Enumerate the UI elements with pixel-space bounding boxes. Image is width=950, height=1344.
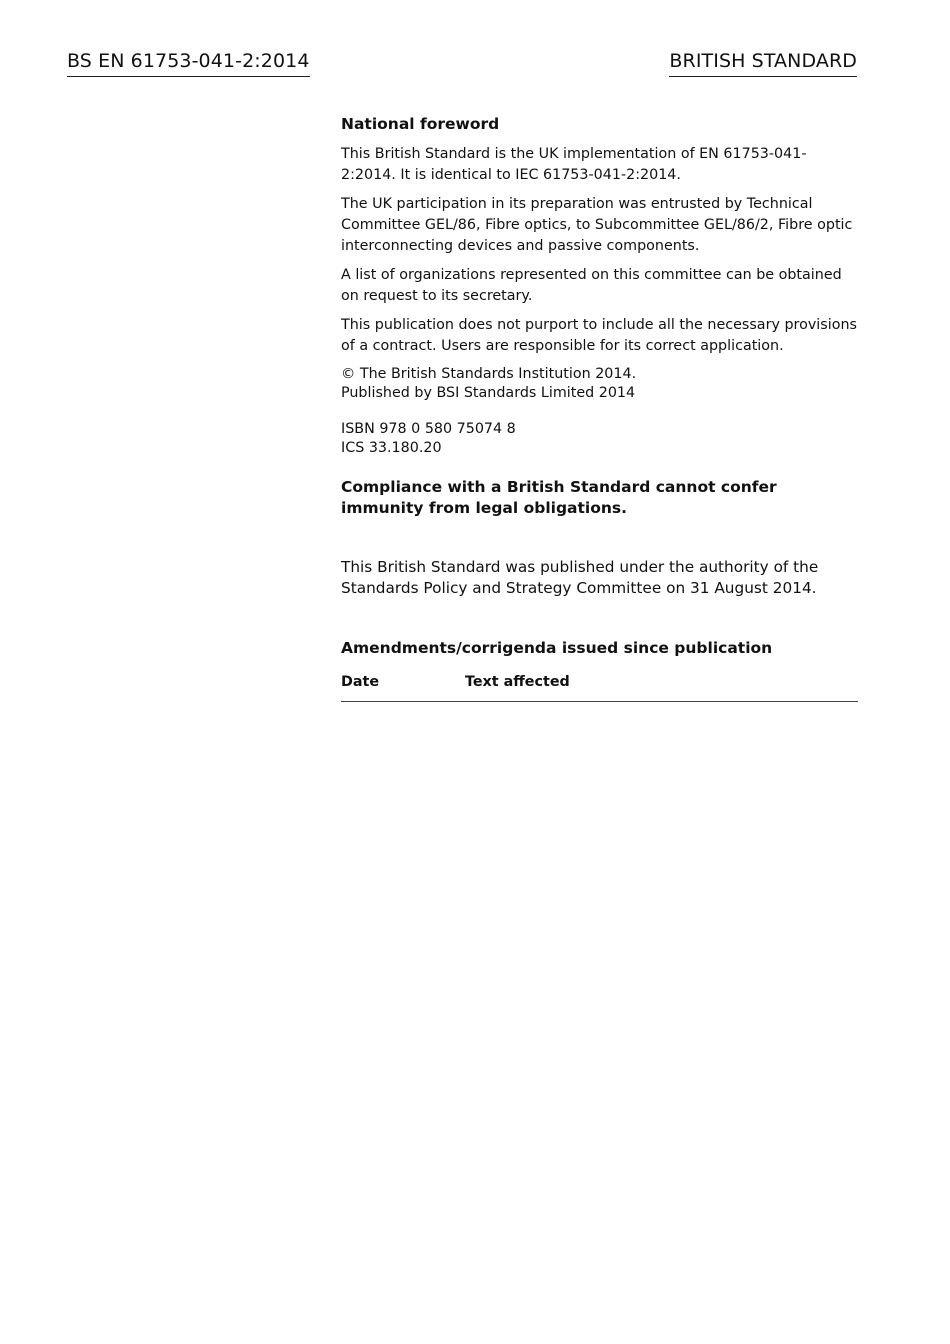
paragraph-provisions: This publication does not purport to include all the necessary provisions of a contract. Users are responsible for its correct application. bbox=[341, 317, 857, 354]
amendments-title: Amendments/corrigenda issued since publication bbox=[341, 639, 773, 657]
ics-line: ICS 33.180.20 bbox=[341, 440, 442, 456]
identifier-block bbox=[341, 420, 858, 458]
paragraph-implementation: This British Standard is the UK implementation of EN 61753-041-2:2014. It is identical to IEC 61753-041-2:2014. bbox=[341, 146, 807, 183]
compliance-statement: Compliance with a British Standard cannot confer immunity from legal obligations. bbox=[341, 478, 777, 517]
national-foreword-section bbox=[341, 113, 858, 702]
document-code: BS EN 61753-041-2:2014 bbox=[67, 48, 310, 77]
column-date: Date bbox=[341, 674, 380, 690]
publisher-line: Published by BSI Standards Limited 2014 bbox=[341, 385, 636, 401]
copyright-line: © The British Standards Institution 2014. bbox=[341, 366, 637, 382]
authority-statement: This British Standard was published under the authority of the Standards Policy and Strategy Committee on 31 August 2014. bbox=[341, 558, 819, 597]
amendments-table-header bbox=[341, 673, 858, 702]
paragraph-participation: The UK participation in its preparation was entrusted by Technical Committee GEL/86, Fibre optics, to Subcommittee GEL/86/2, Fibre optic interconnecting devices and passive components. bbox=[341, 196, 853, 254]
column-text-affected: Text affected bbox=[465, 674, 570, 690]
copyright-block bbox=[341, 365, 858, 403]
paragraph-organizations: A list of organizations represented on this committee can be obtained on request to its secretary. bbox=[341, 267, 842, 304]
standard-type: BRITISH STANDARD bbox=[669, 48, 857, 77]
isbn-line: ISBN 978 0 580 75074 8 bbox=[341, 421, 516, 437]
section-title: National foreword bbox=[341, 115, 500, 133]
